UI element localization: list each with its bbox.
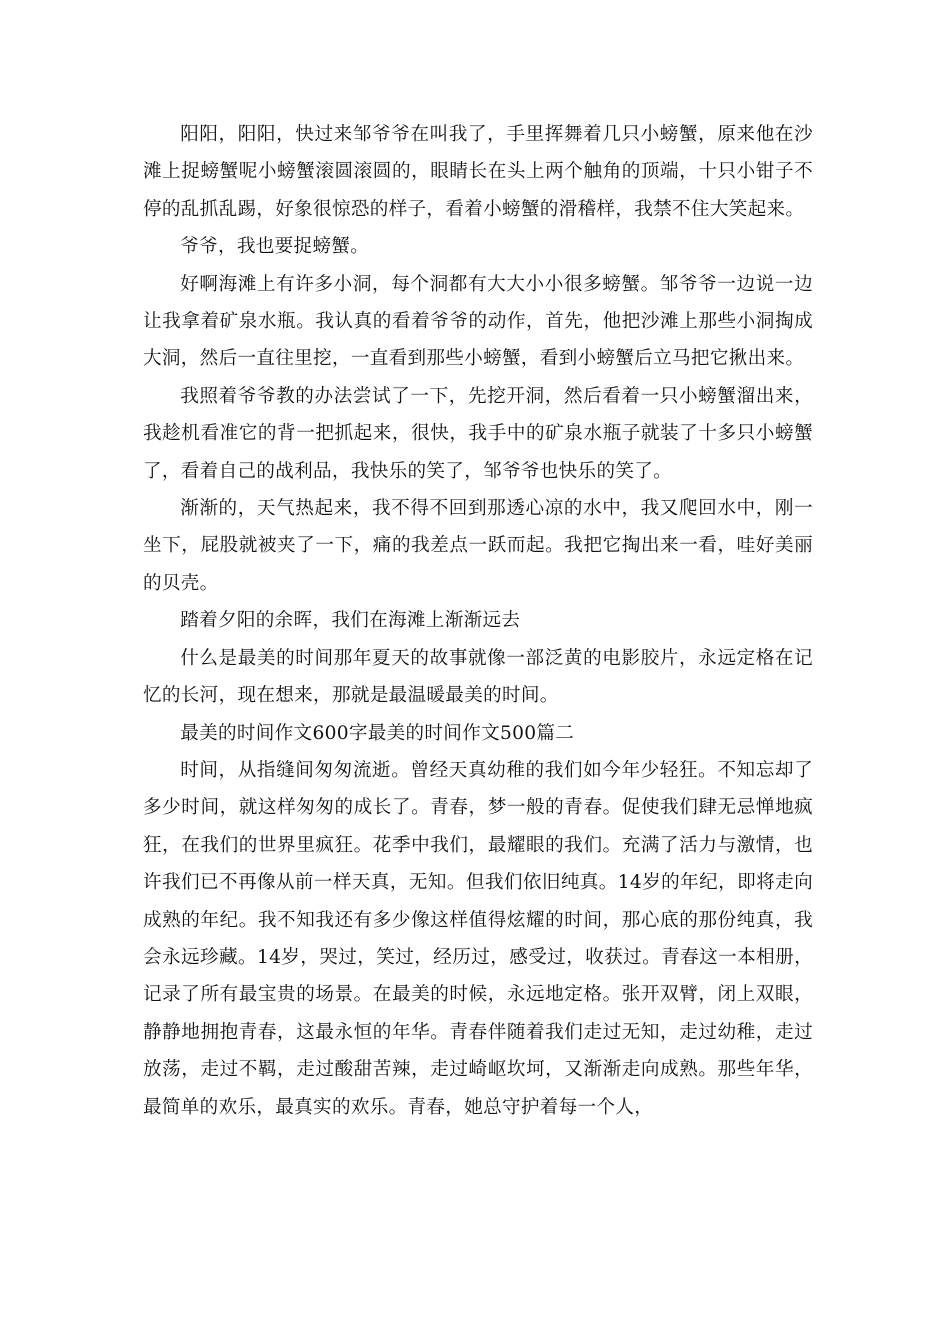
paragraph-grandpa-digging: 好啊海滩上有许多小洞，每个洞都有大大小小很多螃蟹。邹爷爷一边说一边让我拿着矿泉水瓶。我认真的看着爷爷的动作，首先，他把沙滩上那些小洞掏成大洞，然后一直往里挖，一直看到那些小螃蟹，看到小螃蟹后立马把它揪出来。: [143, 273, 813, 370]
paragraph-youth: 时间，从指缝间匆匆流逝。曾经天真幼稚的我们如今年少轻狂。不知忘却了多少时间，就这样匆匆的成长了。青春，梦一般的青春。促使我们肆无忌惮地疯狂，在我们的世界里疯狂。花季中我们，最耀眼的我们。充满了活力与激情，也许我们已不再像从前一样天真，无知。但我们依旧纯真。14岁的年纪，即将走向成熟的年纪。我不知我还有多少像这样值得炫耀的时间，那心底的那份纯真，我会永远珍藏。14岁，哭过，笑过，经历过，感受过，收获过。青春这一本相册，记录了所有最宝贵的场景。在最美的时候，永远地定格。张开双臂，闭上双眼，静静地拥抱青春，这最永恒的年华。青春伴随着我们走过无知，走过幼稚，走过放荡，走过不羁，走过酸甜苦辣，走过崎岖坎坷，又渐渐走向成熟。那些年华，最简单的欢乐，最真实的欢乐。青春，她总守护着每一个人，: [143, 759, 813, 1118]
document-body: [143, 116, 813, 1126]
paragraph-shell: 渐渐的，天气热起来，我不得不回到那透心凉的水中，我又爬回水中，刚一坐下，屁股就被夹了一下，痛的我差点一跃而起。我把它掏出来一看，哇好美丽的贝壳。: [143, 498, 813, 594]
paragraph-summary: 什么是最美的时间那年夏天的故事就像一部泛黄的电影胶片，永远定格在记忆的长河，现在想来，那就是最温暖最美的时间。: [143, 647, 813, 707]
paragraph-my-attempt: 我照着爷爷教的办法尝试了一下，先挖开洞，然后看着一只小螃蟹溜出来，我趁机看准它的背一把抓起来，很快，我手中的矿泉水瓶子就装了十多只小螃蟹了，看着自己的战利品，我快乐的笑了，邹爷爷也快乐的笑了。: [143, 385, 813, 482]
paragraph-sunset: 踏着夕阳的余晖，我们在海滩上渐渐远去: [180, 610, 521, 632]
paragraph-want-crab: 爷爷，我也要捉螃蟹。: [180, 236, 370, 258]
paragraph-crab-call: 阳阳，阳阳，快过来邹爷爷在叫我了，手里挥舞着几只小螃蟹，原来他在沙滩上捉螃蟹呢小螃蟹滚圆滚圆的，眼睛长在头上两个触角的顶端，十只小钳子不停的乱抓乱踢，好象很惊恐的样子，看着小螃蟹的滑稽样，我禁不住大笑起来。: [143, 124, 813, 220]
section-heading: 最美的时间作文600字最美的时间作文500篇二: [180, 722, 575, 744]
